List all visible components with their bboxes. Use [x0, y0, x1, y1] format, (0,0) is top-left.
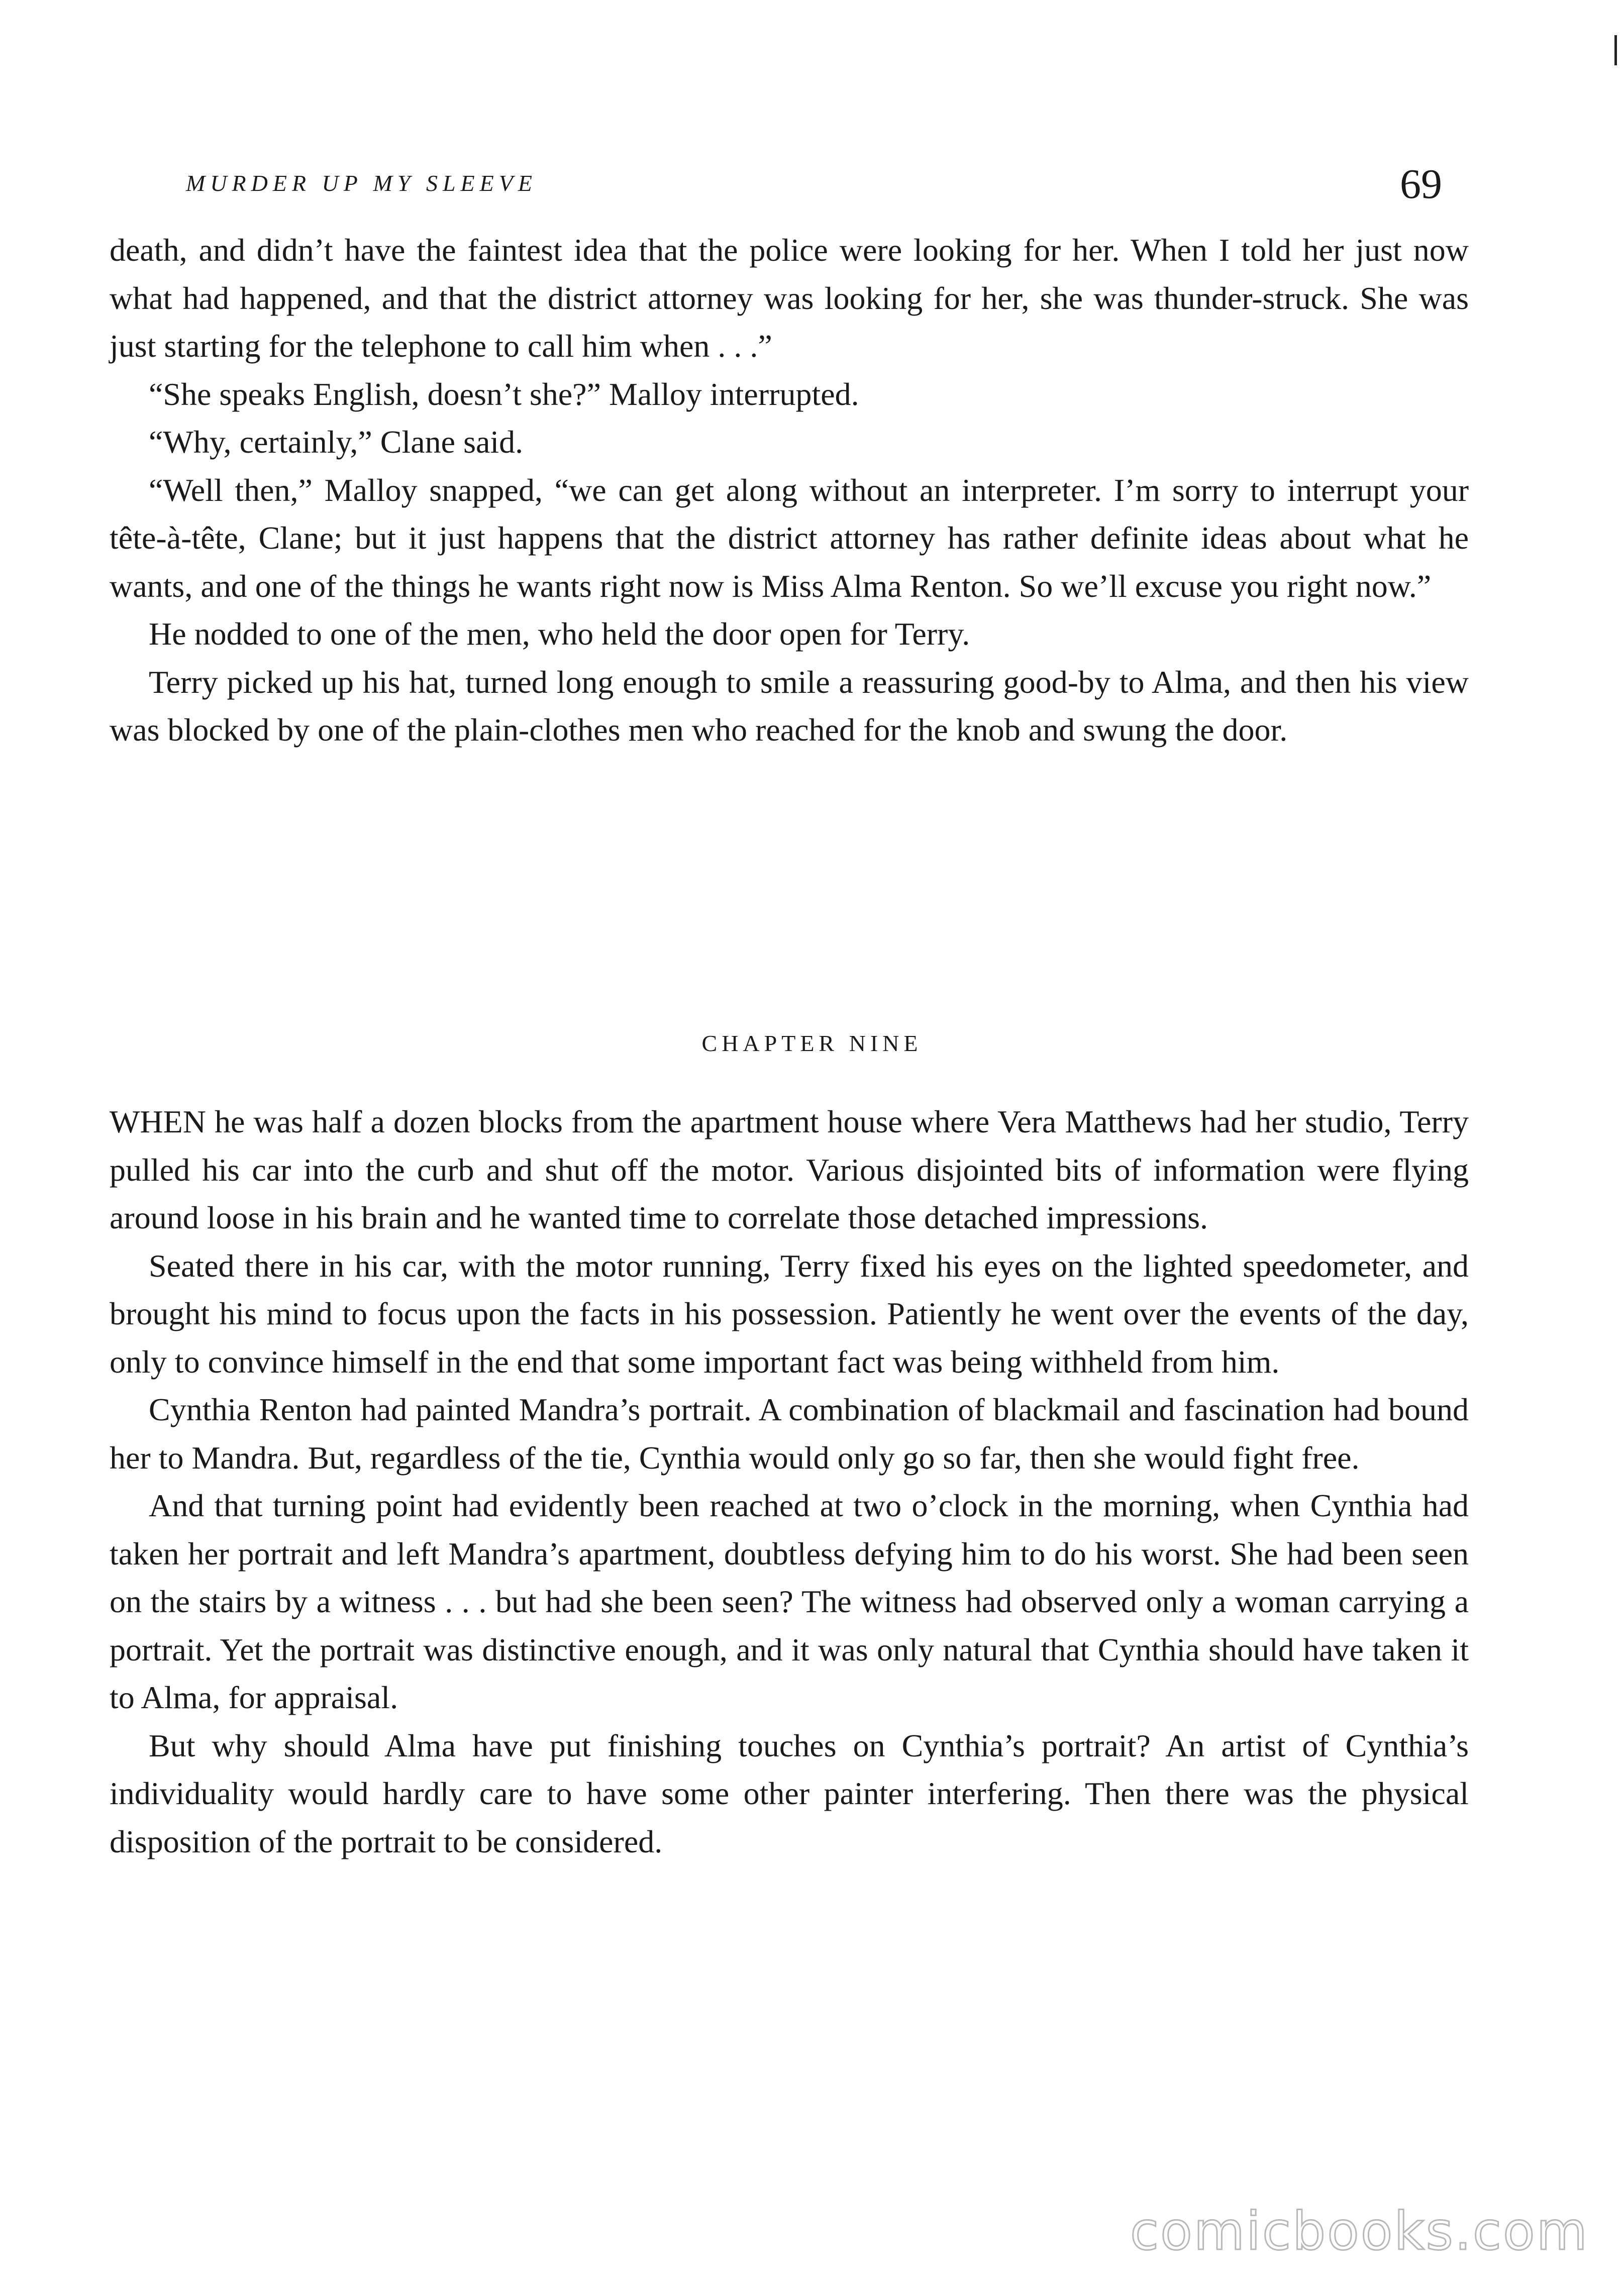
paragraph: Seated there in his car, with the motor running, Terry fixed his eyes on the lighted speedometer, and brought his mind to focus upon the facts in his possession. Patiently he went over the events of the day, only to convince himself in the end that some important fact was being withheld from him. — [110, 1247, 1469, 1380]
chapter-heading: CHAPTER NINE — [701, 1030, 923, 1056]
paragraph: “Why, certainly,” Clane said. — [149, 424, 524, 460]
paragraph: Terry picked up his hat, turned long enough to smile a reassuring good-by to Alma, and then his view was blocked by one of the plain-clothes men who reached for the knob and swung the door. — [110, 664, 1469, 748]
page-number: 69 — [1400, 161, 1442, 207]
section-one-text — [110, 226, 1469, 754]
paragraph: Cynthia Renton had painted Mandra’s portrait. A combination of blackmail and fascination had bound her to Mandra. But, regardless of the tie, Cynthia would only go so far, then she would fight free. — [110, 1392, 1469, 1476]
watermark: comicbooks.com — [1130, 2201, 1589, 2262]
paragraph: “Well then,” Malloy snapped, “we can get along without an interpreter. I’m sorry to interrupt your tête-à-tête, Clane; but it just happens that the district attorney has rather definite ideas about what he wants, and one of the things he wants right now is Miss Alma Renton. So we’ll excuse you right now.” — [110, 472, 1469, 604]
paragraph: WHEN he was half a dozen blocks from the apartment house where Vera Matthews had her studio, Terry pulled his car into the curb and shut off the motor. Various disjointed bits of information were flying around loose in his brain and he wanted time to correlate those detached impressions. — [110, 1104, 1469, 1235]
chapter-text — [110, 1098, 1469, 1865]
paragraph: death, and didn’t have the faintest idea that the police were looking for her. When I told her just now what had happened, and that the district attorney was looking for her, she was thunder-struck. She was just starting for the telephone to call him when . . .” — [110, 232, 1469, 364]
paragraph: “She speaks English, doesn’t she?” Malloy interrupted. — [149, 376, 859, 412]
paragraph: And that turning point had evidently been reached at two o’clock in the morning, when Cynthia had taken her portrait and left Mandra’s apartment, doubtless defying him to do his worst. She had been seen on the stairs by a witness . . . but had she been seen? The witness had observed only a woman carrying a portrait. Yet the portrait was distinctive enough, and it was only natural that Cynthia should have taken it to Alma, for appraisal. — [110, 1488, 1469, 1715]
page-edge-mark — [1614, 35, 1617, 65]
paragraph: He nodded to one of the men, who held the door open for Terry. — [149, 616, 970, 652]
running-header — [186, 160, 1442, 215]
paragraph: But why should Alma have put finishing touches on Cynthia’s portrait? An artist of Cynthia’s individuality would hardly care to have some other painter interfering. Then there was the physical disposition of the portrait to be considered. — [110, 1727, 1469, 1859]
running-title: MURDER UP MY SLEEVE — [186, 170, 537, 196]
